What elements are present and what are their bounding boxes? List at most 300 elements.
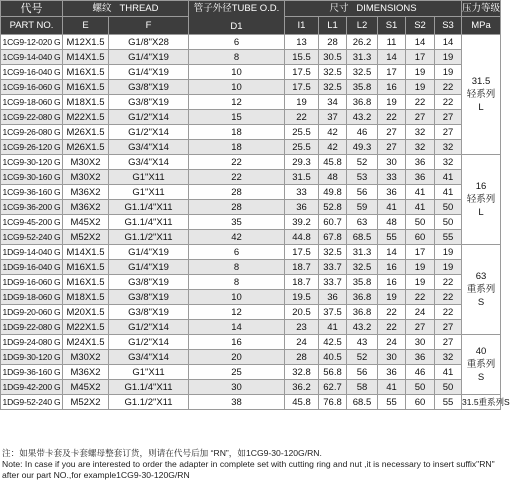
s2-cell: 30 [406,335,435,350]
pressure-rating-cell [462,35,501,155]
i1-cell: 17.5 [285,65,319,80]
tube-od-cell: 8 [189,260,285,275]
tube-od-cell: 20 [189,350,285,365]
header-e: E [63,17,109,35]
l1-cell: 37 [319,110,347,125]
s2-cell: 22 [406,95,435,110]
thread-f-cell: G3/8"X19 [109,80,189,95]
thread-e-cell: M36X2 [63,185,109,200]
s2-cell: 27 [406,110,435,125]
part-no-cell: 1DG9-24-080 G [1,335,63,350]
table-row [1,275,501,290]
pressure-value: 31.5 [471,76,491,87]
thread-f-cell: G3/4"X14 [109,155,189,170]
pressure-code: S [477,372,485,383]
table-row [1,125,501,140]
s3-cell: 22 [435,290,462,305]
part-no-cell: 1DG9-42-200 G [1,380,63,395]
part-no-cell: 1CG9-16-060 G [1,80,63,95]
part-no-cell: 1CG9-14-040 G [1,50,63,65]
i1-cell: 45.8 [285,395,319,410]
table-row [1,110,501,125]
s3-cell: 22 [435,80,462,95]
part-no-cell: 1DG9-30-120 G [1,350,63,365]
s2-cell: 36 [406,170,435,185]
header-l2: L2 [347,17,378,35]
thread-f-cell: G1/4"X19 [109,50,189,65]
part-no-cell: 1DG9-36-160 G [1,365,63,380]
s2-cell: 32 [406,140,435,155]
tube-od-cell: 22 [189,170,285,185]
s3-cell: 19 [435,260,462,275]
thread-f-cell: G1/4"X19 [109,245,189,260]
header-dimensions: 尺寸 DIMENSIONS [285,1,462,17]
pressure-code: S [477,297,485,308]
l1-cell: 76.8 [319,395,347,410]
tube-od-cell: 22 [189,155,285,170]
thread-f-cell: G1/2"X14 [109,335,189,350]
part-no-cell: 1CG9-30-160 G [1,170,63,185]
tube-od-cell: 15 [189,110,285,125]
l2-cell: 52 [347,350,378,365]
tube-od-cell: 6 [189,35,285,50]
l2-cell: 56 [347,185,378,200]
thread-f-cell: G1/4"X19 [109,65,189,80]
i1-cell: 28 [285,350,319,365]
s2-cell: 41 [406,200,435,215]
thread-e-cell: M45X2 [63,380,109,395]
l1-cell: 56.8 [319,365,347,380]
s1-cell: 19 [378,290,406,305]
thread-f-cell: G1.1/2"X11 [109,395,189,410]
s3-cell: 19 [435,245,462,260]
i1-cell: 29.3 [285,155,319,170]
s2-cell: 19 [406,80,435,95]
i1-cell: 18.7 [285,260,319,275]
thread-e-cell: M52X2 [63,230,109,245]
thread-f-cell: G1/2"X14 [109,320,189,335]
thread-e-cell: M45X2 [63,215,109,230]
table-row [1,245,501,260]
tube-od-cell: 10 [189,65,285,80]
tube-od-cell: 8 [189,275,285,290]
i1-cell: 17.5 [285,245,319,260]
s2-cell: 60 [406,395,435,410]
thread-e-cell: M26X1.5 [63,125,109,140]
part-no-cell: 1CG9-22-080 G [1,110,63,125]
s3-cell: 41 [435,185,462,200]
table-row [1,335,501,350]
header-i1: I1 [285,17,319,35]
l2-cell: 58 [347,380,378,395]
spec-table-body [1,35,510,410]
l2-cell: 59 [347,200,378,215]
thread-f-cell: G1.1/4"X11 [109,380,189,395]
table-row [1,155,501,170]
s2-cell: 50 [406,380,435,395]
part-no-cell: 1DG9-52-240 G [1,395,63,410]
table-row [1,395,501,410]
header-s2: S2 [406,17,435,35]
l1-cell: 30.5 [319,50,347,65]
i1-cell: 20.5 [285,305,319,320]
note-en-line1: Note: In case if you are interested to order the adapter in complete set with cutting ring and nut ,it is necessary to insert suffix"RN" [2,459,495,469]
part-no-cell: 1CG9-26-120 G [1,140,63,155]
thread-e-cell: M22X1.5 [63,320,109,335]
table-row [1,50,501,65]
header-tube-od: 管子外径TUBE O.D. D1 [189,1,285,35]
l2-cell: 31.3 [347,245,378,260]
s2-cell: 19 [406,275,435,290]
s2-cell: 17 [406,50,435,65]
thread-e-cell: M16X1.5 [63,275,109,290]
l1-cell: 60.7 [319,215,347,230]
s1-cell: 22 [378,320,406,335]
thread-e-cell: M18X1.5 [63,95,109,110]
s2-cell: 22 [406,290,435,305]
part-no-cell: 1CG9-12-020 G [1,35,63,50]
table-row [1,290,501,305]
i1-cell: 31.5 [285,170,319,185]
note-zh: 注：如果带卡套及卡套螺母整套订货，则请在代号后加 “RN”，如1CG9-30-120G/RN. [2,448,322,458]
table-row [1,65,501,80]
thread-e-cell: M36X2 [63,200,109,215]
l1-cell: 52.8 [319,200,347,215]
l2-cell: 32.5 [347,65,378,80]
tube-od-cell: 6 [189,245,285,260]
part-no-cell: 1DG9-16-060 G [1,275,63,290]
table-row [1,305,501,320]
l1-cell: 67.8 [319,230,347,245]
note-en-line2: after our part NO.,for example1CG9-30-120G/RN [2,470,190,480]
i1-cell: 24 [285,335,319,350]
l1-cell: 42 [319,125,347,140]
thread-f-cell: G1/2"X14 [109,125,189,140]
l2-cell: 35.8 [347,275,378,290]
i1-cell: 32.8 [285,365,319,380]
l2-cell: 36.8 [347,305,378,320]
thread-f-cell: G1.1/2"X11 [109,230,189,245]
s3-cell: 22 [435,275,462,290]
s1-cell: 27 [378,125,406,140]
pressure-rating-cell [462,155,501,245]
l1-cell: 32.5 [319,65,347,80]
thread-f-cell: G3/8"X19 [109,275,189,290]
thread-e-cell: M22X1.5 [63,110,109,125]
part-no-cell: 1CG9-16-040 G [1,65,63,80]
s2-cell: 17 [406,245,435,260]
s2-cell: 36 [406,350,435,365]
i1-cell: 19 [285,95,319,110]
pressure-label-zh: 轻系列 [466,194,496,205]
tube-od-cell: 18 [189,140,285,155]
i1-cell: 15.5 [285,50,319,65]
i1-cell: 39.2 [285,215,319,230]
table-row [1,350,501,365]
s1-cell: 22 [378,110,406,125]
table-row [1,80,501,95]
s3-cell: 27 [435,320,462,335]
header-s3: S3 [435,17,462,35]
table-row [1,200,501,215]
s3-cell: 41 [435,170,462,185]
i1-cell: 23 [285,320,319,335]
s2-cell: 14 [406,35,435,50]
order-notes [2,448,498,481]
s2-cell: 19 [406,260,435,275]
s1-cell: 36 [378,185,406,200]
thread-e-cell: M16X1.5 [63,80,109,95]
l1-cell: 48 [319,170,347,185]
tube-od-cell: 30 [189,380,285,395]
l1-cell: 45.8 [319,155,347,170]
thread-e-cell: M24X1.5 [63,335,109,350]
thread-f-cell: G1/8"X28 [109,35,189,50]
header-pressure-unit: MPa [462,17,501,35]
thread-f-cell: G1/4"X19 [109,260,189,275]
l2-cell: 46 [347,125,378,140]
table-row [1,380,501,395]
thread-e-cell: M30X2 [63,170,109,185]
l1-cell: 32.5 [319,245,347,260]
s1-cell: 41 [378,380,406,395]
pressure-value: 63 [475,271,487,282]
i1-cell: 25.5 [285,125,319,140]
s1-cell: 27 [378,140,406,155]
l1-cell: 41 [319,320,347,335]
l2-cell: 36.8 [347,95,378,110]
l2-cell: 68.5 [347,230,378,245]
thread-f-cell: G3/4"X14 [109,350,189,365]
part-no-cell: 1CG9-45-200 G [1,215,63,230]
i1-cell: 25.5 [285,140,319,155]
l1-cell: 36 [319,290,347,305]
thread-e-cell: M52X2 [63,395,109,410]
part-no-cell: 1CG9-36-200 G [1,200,63,215]
tube-od-cell: 28 [189,200,285,215]
part-no-cell: 1DG9-20-060 G [1,305,63,320]
l2-cell: 31.3 [347,50,378,65]
s3-cell: 27 [435,125,462,140]
tube-od-cell: 16 [189,335,285,350]
part-no-cell: 1CG9-26-080 G [1,125,63,140]
pressure-label-zh: 轻系列 [466,89,496,100]
l2-cell: 63 [347,215,378,230]
thread-e-cell: M14X1.5 [63,50,109,65]
s3-cell: 50 [435,200,462,215]
i1-cell: 19.5 [285,290,319,305]
l2-cell: 43.2 [347,110,378,125]
s1-cell: 17 [378,65,406,80]
s1-cell: 24 [378,335,406,350]
header-part-zh: 代号 [1,1,63,17]
i1-cell: 13 [285,35,319,50]
pressure-rating-cell [462,395,510,410]
thread-f-cell: G3/8"X19 [109,290,189,305]
l2-cell: 26.2 [347,35,378,50]
table-row [1,95,501,110]
table-row [1,230,501,245]
tube-od-cell: 35 [189,215,285,230]
s1-cell: 30 [378,350,406,365]
thread-f-cell: G1"X11 [109,170,189,185]
s1-cell: 33 [378,170,406,185]
tube-od-cell: 12 [189,305,285,320]
tube-od-cell: 38 [189,395,285,410]
s3-cell: 50 [435,380,462,395]
part-no-cell: 1CG9-36-160 G [1,185,63,200]
thread-f-cell: G1.1/4"X11 [109,215,189,230]
l1-cell: 42 [319,140,347,155]
l2-cell: 52 [347,155,378,170]
l2-cell: 56 [347,365,378,380]
s3-cell: 32 [435,350,462,365]
s1-cell: 22 [378,305,406,320]
pressure-code: L [478,102,484,113]
thread-e-cell: M20X1.5 [63,305,109,320]
l2-cell: 43.2 [347,320,378,335]
thread-f-cell: G3/8"X19 [109,95,189,110]
header-l1: L1 [319,17,347,35]
s3-cell: 55 [435,395,462,410]
thread-f-cell: G1.1/4"X11 [109,200,189,215]
s2-cell: 46 [406,365,435,380]
tube-od-cell: 25 [189,365,285,380]
header-pressure-zh: 压力等级 [462,1,501,17]
l2-cell: 35.8 [347,80,378,95]
l1-cell: 34 [319,95,347,110]
l2-cell: 68.5 [347,395,378,410]
s1-cell: 41 [378,200,406,215]
thread-e-cell: M30X2 [63,350,109,365]
s3-cell: 50 [435,215,462,230]
pressure-rating-cell [462,245,501,335]
s2-cell: 41 [406,185,435,200]
s2-cell: 19 [406,65,435,80]
l2-cell: 53 [347,170,378,185]
pressure-label-zh: 重系列 [466,284,496,295]
thread-f-cell: G3/8"X19 [109,305,189,320]
s1-cell: 30 [378,155,406,170]
tube-od-cell: 10 [189,290,285,305]
part-no-cell: 1DG9-22-080 G [1,320,63,335]
s1-cell: 19 [378,95,406,110]
table-row [1,320,501,335]
pressure-value: 31.5重系列S [462,396,510,407]
thread-e-cell: M12X1.5 [63,35,109,50]
l2-cell: 43 [347,335,378,350]
s3-cell: 27 [435,110,462,125]
pressure-code: L [478,207,484,218]
thread-e-cell: M30X2 [63,155,109,170]
s2-cell: 32 [406,125,435,140]
s3-cell: 19 [435,50,462,65]
l1-cell: 33.7 [319,260,347,275]
s3-cell: 41 [435,365,462,380]
l1-cell: 40.5 [319,350,347,365]
l2-cell: 49.3 [347,140,378,155]
l2-cell: 32.5 [347,260,378,275]
s1-cell: 48 [378,215,406,230]
s3-cell: 55 [435,230,462,245]
thread-e-cell: M14X1.5 [63,245,109,260]
i1-cell: 18.7 [285,275,319,290]
table-row [1,185,501,200]
pressure-value: 16 [475,181,487,192]
s3-cell: 22 [435,305,462,320]
s1-cell: 16 [378,275,406,290]
part-no-cell: 1CG9-18-060 G [1,95,63,110]
l1-cell: 42.5 [319,335,347,350]
pressure-value: 40 [475,346,487,357]
l2-cell: 36.8 [347,290,378,305]
header-f: F [109,17,189,35]
tube-od-cell: 8 [189,50,285,65]
s1-cell: 36 [378,365,406,380]
tube-od-cell: 12 [189,95,285,110]
tube-od-cell: 18 [189,125,285,140]
s2-cell: 27 [406,320,435,335]
pressure-label-zh: 重系列 [466,359,496,370]
header-s1: S1 [378,17,406,35]
s1-cell: 16 [378,80,406,95]
thread-f-cell: G3/4"X14 [109,140,189,155]
thread-f-cell: G1"X11 [109,185,189,200]
part-no-cell: 1DG9-16-040 G [1,260,63,275]
s3-cell: 19 [435,65,462,80]
s1-cell: 14 [378,50,406,65]
s3-cell: 22 [435,95,462,110]
l1-cell: 37.5 [319,305,347,320]
tube-od-cell: 42 [189,230,285,245]
tube-od-cell: 10 [189,80,285,95]
s1-cell: 55 [378,395,406,410]
thread-e-cell: M16X1.5 [63,260,109,275]
thread-f-cell: G1"X11 [109,365,189,380]
tube-od-cell: 14 [189,320,285,335]
s3-cell: 32 [435,140,462,155]
l1-cell: 28 [319,35,347,50]
tube-od-cell: 28 [189,185,285,200]
i1-cell: 36 [285,200,319,215]
table-row [1,170,501,185]
part-no-cell: 1CG9-52-240 G [1,230,63,245]
s1-cell: 16 [378,260,406,275]
s1-cell: 14 [378,245,406,260]
pressure-rating-cell [462,335,501,395]
s3-cell: 32 [435,155,462,170]
thread-e-cell: M18X1.5 [63,290,109,305]
s2-cell: 60 [406,230,435,245]
i1-cell: 36.2 [285,380,319,395]
part-no-cell: 1DG9-18-060 G [1,290,63,305]
thread-e-cell: M36X2 [63,365,109,380]
table-row [1,215,501,230]
i1-cell: 44.8 [285,230,319,245]
header-thread: 螺纹 THREAD [63,1,189,17]
thread-e-cell: M16X1.5 [63,65,109,80]
table-row [1,365,501,380]
s1-cell: 55 [378,230,406,245]
l1-cell: 33.7 [319,275,347,290]
part-no-cell: 1CG9-30-120 G [1,155,63,170]
s2-cell: 50 [406,215,435,230]
part-no-cell: 1DG9-14-040 G [1,245,63,260]
l1-cell: 49.8 [319,185,347,200]
s2-cell: 24 [406,305,435,320]
l1-cell: 62.7 [319,380,347,395]
s3-cell: 27 [435,335,462,350]
